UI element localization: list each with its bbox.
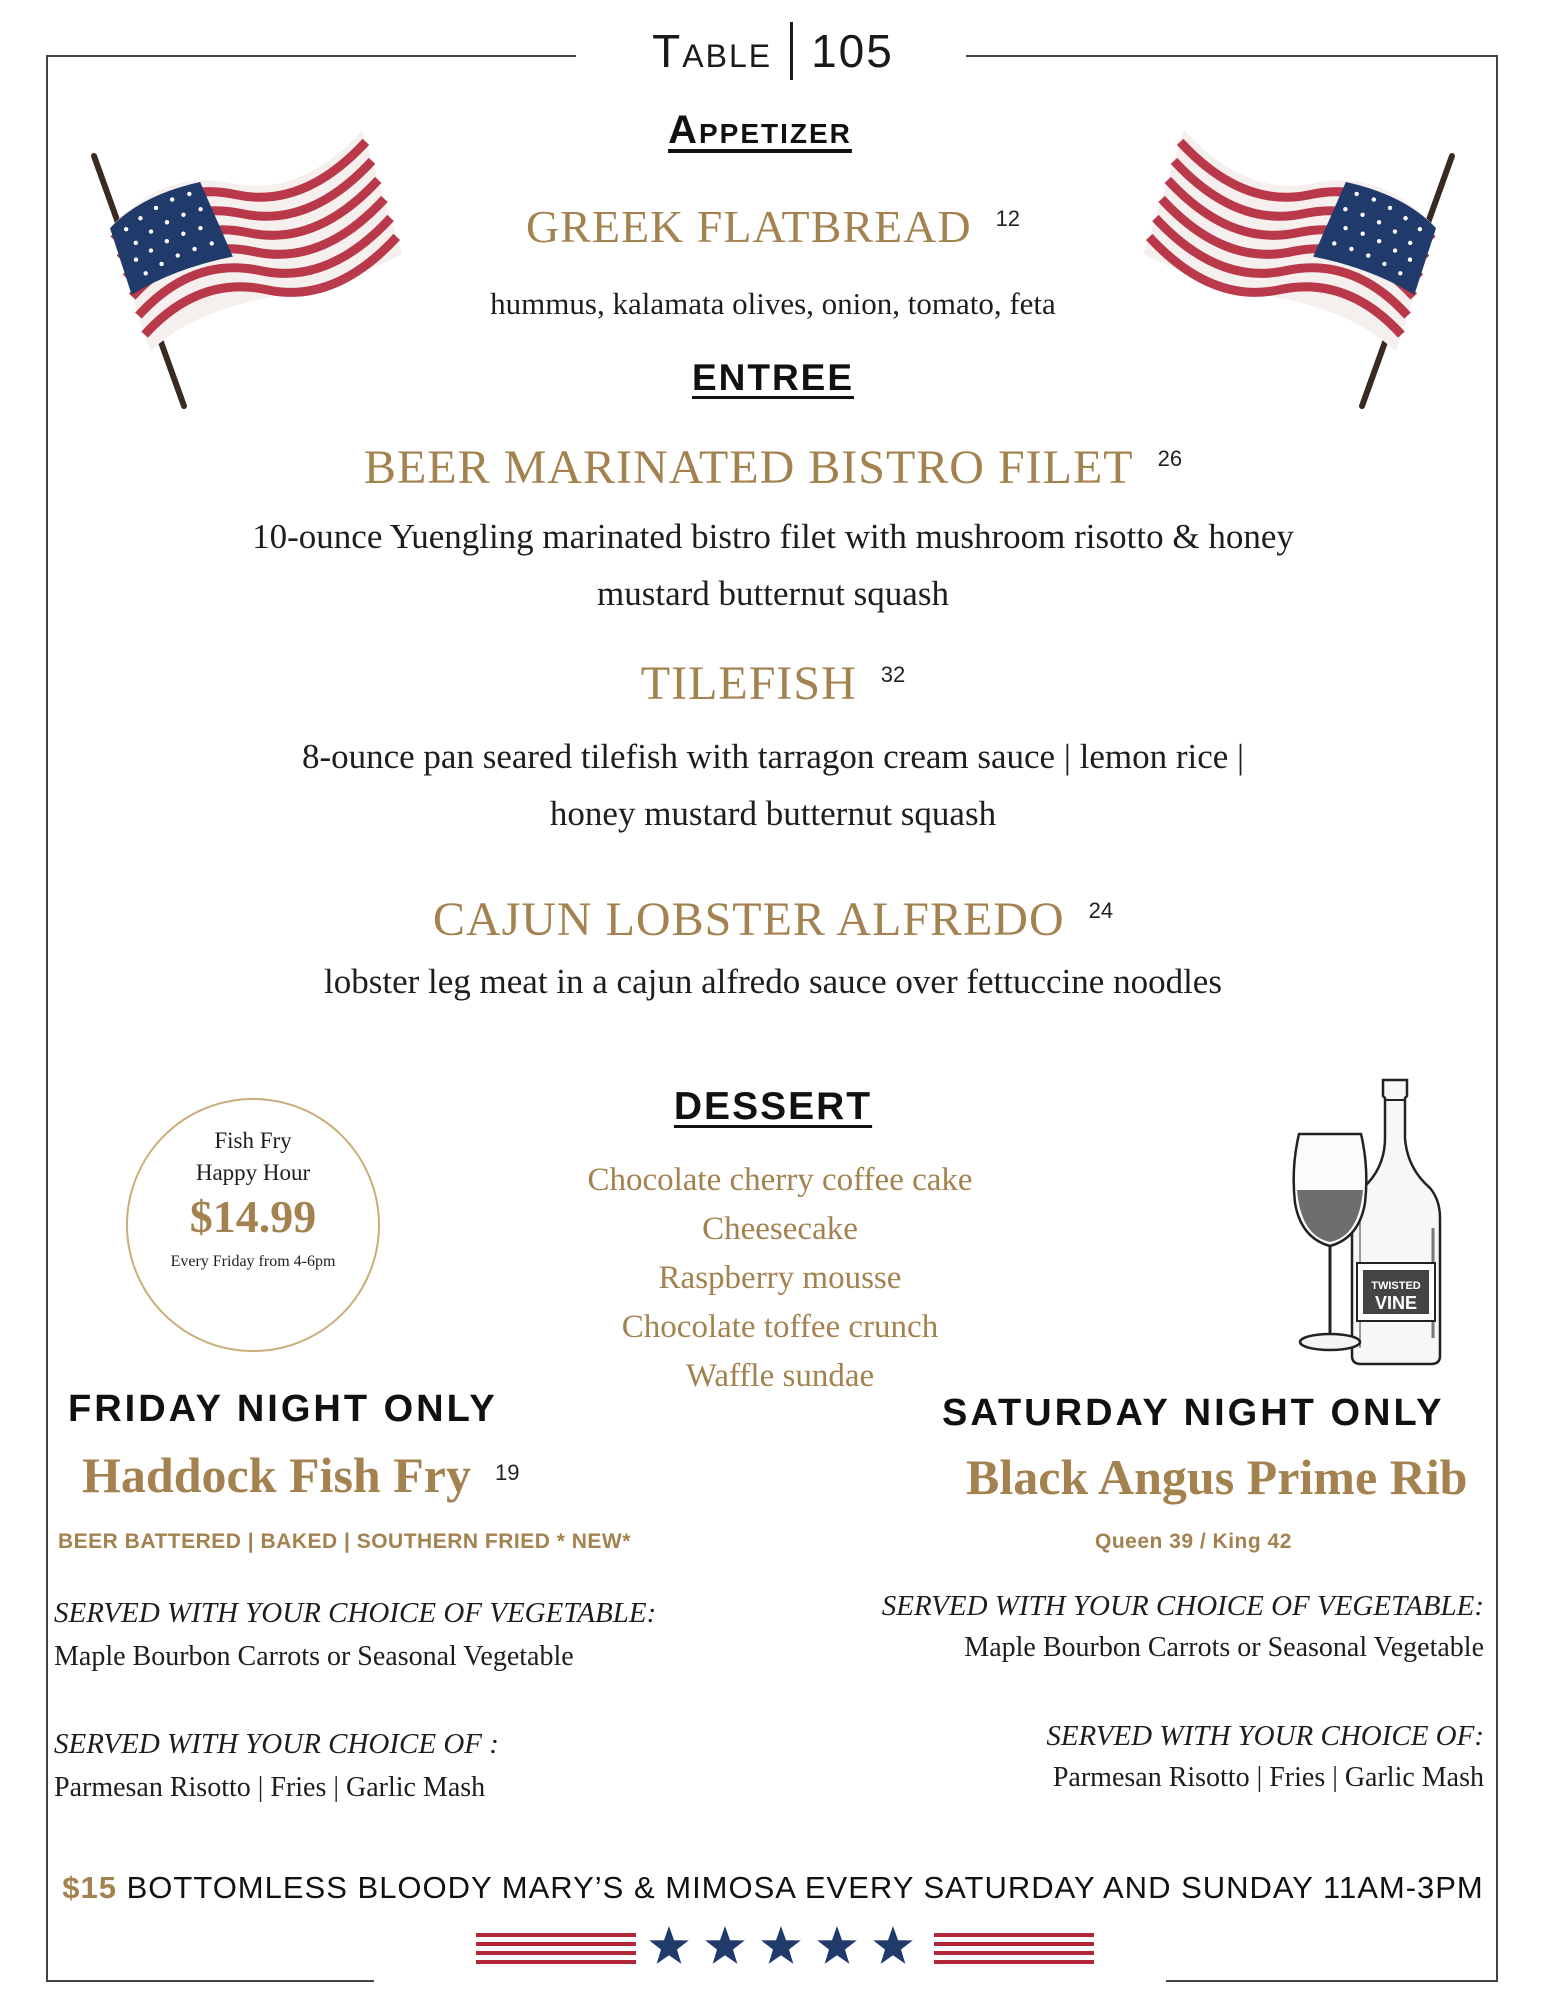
- dish-name: CAJUN LOBSTER ALFREDO: [432, 893, 1065, 946]
- entree-item: [0, 892, 1546, 947]
- entree-item: [0, 440, 1546, 495]
- stripes-left: [476, 1933, 636, 1969]
- table-word: Table: [652, 25, 773, 77]
- bottomless-promo: [0, 1870, 1546, 1906]
- dish-description: [0, 728, 1546, 842]
- saturday-heading: SATURDAY NIGHT ONLY: [942, 1392, 1445, 1434]
- promo-amount: $15: [62, 1870, 117, 1905]
- friday-veg-caption: SERVED WITH YOUR CHOICE OF VEGETABLE:: [54, 1597, 657, 1629]
- dish-price: 26: [1157, 446, 1183, 471]
- star-icon: [872, 1926, 914, 1966]
- description-line: 8-ounce pan seared tilefish with tarragon cream sauce | lemon rice |: [301, 737, 1245, 776]
- happy-hour-note: Every Friday from 4-6pm: [170, 1253, 336, 1270]
- wine-label-text: TWISTED: [1371, 1280, 1421, 1292]
- star-icon: [648, 1926, 690, 1966]
- title-divider: [790, 22, 793, 80]
- friday-dish-price: 19: [494, 1460, 520, 1485]
- friday-dish-name: Haddock Fish Fry: [82, 1447, 471, 1503]
- appetizer-heading: Appetizer: [668, 108, 852, 152]
- star-icon: [760, 1926, 802, 1966]
- frame-bottom-left: [46, 1980, 374, 1982]
- happy-hour-line2: Happy Hour: [195, 1160, 311, 1185]
- friday-veg-options: Maple Bourbon Carrots or Seasonal Vegetable: [54, 1641, 574, 1672]
- dessert-item: Raspberry mousse: [658, 1260, 902, 1296]
- saturday-side-options: Parmesan Risotto | Fries | Garlic Mash: [1052, 1762, 1484, 1793]
- friday-side-caption: SERVED WITH YOUR CHOICE OF :: [54, 1728, 499, 1760]
- friday-side-options: Parmesan Risotto | Fries | Garlic Mash: [54, 1772, 486, 1803]
- frame-bottom-right: [1166, 1980, 1498, 1982]
- description-line: honey mustard butternut squash: [549, 794, 997, 833]
- dish-price: 12: [995, 206, 1021, 231]
- promo-text: BOTTOMLESS BLOODY MARY’S & MIMOSA EVERY SATURDAY AND SUNDAY 11AM-3PM: [126, 1870, 1484, 1905]
- stripes-right: [934, 1933, 1094, 1969]
- frame-right: [1496, 55, 1498, 1981]
- saturday-dish-name: Black Angus Prime Rib: [966, 1449, 1468, 1505]
- table-number: 105: [811, 25, 894, 77]
- friday-styles: BEER BATTERED | BAKED | SOUTHERN FRIED * NEW*: [58, 1530, 631, 1553]
- entree-heading: ENTREE: [691, 357, 855, 398]
- table-title: [652, 22, 894, 80]
- entree-item: [0, 656, 1546, 711]
- dish-name: BEER MARINATED BISTRO FILET: [363, 441, 1134, 494]
- stars-row: [648, 1926, 914, 1966]
- dish-description: [0, 508, 1546, 622]
- table-title-block: [0, 22, 1546, 80]
- dish-price: 32: [880, 662, 906, 687]
- dish-description: hummus, kalamata olives, onion, tomato, feta: [490, 286, 1056, 321]
- saturday-side-caption: SERVED WITH YOUR CHOICE OF:: [1046, 1720, 1484, 1752]
- description-line: 10-ounce Yuengling marinated bistro filet with mushroom risotto & honey: [252, 517, 1294, 556]
- star-icon: [816, 1926, 858, 1966]
- dessert-item: Chocolate cherry coffee cake: [587, 1162, 973, 1198]
- appetizer-item: [0, 200, 1546, 253]
- happy-hour-badge: [126, 1098, 380, 1352]
- saturday-veg-options: Maple Bourbon Carrots or Seasonal Vegetable: [964, 1632, 1484, 1663]
- description-line: mustard butternut squash: [597, 574, 949, 613]
- svg-text:VINE: VINE: [1374, 1293, 1418, 1313]
- dish-price: 24: [1088, 898, 1114, 923]
- dish-name: GREEK FLATBREAD: [525, 201, 972, 252]
- happy-hour-price: $14.99: [189, 1191, 317, 1242]
- dish-description: lobster leg meat in a cajun alfredo sauce over fettuccine noodles: [324, 962, 1222, 1001]
- dessert-heading: DESSERT: [673, 1085, 873, 1128]
- dessert-item: Waffle sundae: [685, 1358, 875, 1394]
- friday-heading: FRIDAY NIGHT ONLY: [68, 1388, 498, 1430]
- wine-bottle-glass-icon: [1285, 1078, 1455, 1368]
- frame-left: [46, 55, 48, 1981]
- saturday-sizes: Queen 39 / King 42: [1095, 1530, 1292, 1553]
- friday-dish-row: [82, 1446, 519, 1504]
- saturday-veg-caption: SERVED WITH YOUR CHOICE OF VEGETABLE:: [881, 1590, 1484, 1622]
- dish-name: TILEFISH: [640, 657, 857, 710]
- happy-hour-line1: Fish Fry: [214, 1128, 292, 1153]
- dessert-item: Cheesecake: [702, 1211, 858, 1247]
- star-icon: [704, 1926, 746, 1966]
- dessert-item: Chocolate toffee crunch: [621, 1309, 939, 1345]
